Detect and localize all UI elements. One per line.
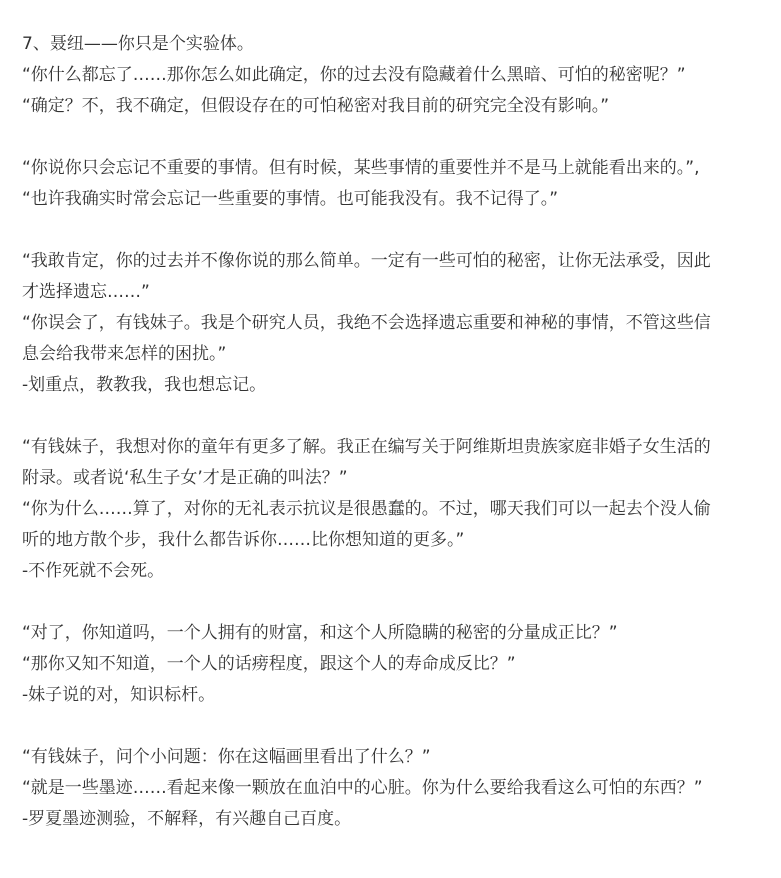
paragraph-gap: [22, 215, 762, 246]
paragraph-gap: [22, 587, 762, 618]
text-line: “你说你只会忘记不重要的事情。但有时候，某些事情的重要性并不是马上就能看出来的。”,: [22, 158, 700, 178]
paragraph-gap: [22, 711, 762, 742]
text-line: “有钱妹子，我想对你的童年有更多了解。我正在编写关于阿维斯坦贵族家庭非婚子女生活的: [22, 437, 711, 457]
text-line: “也许我确实时常会忘记一些重要的事情。也可能我没有。我不记得了。”: [22, 189, 559, 209]
text-line: “有钱妹子，问个小问题：你在这幅画里看出了什么？”: [22, 747, 431, 767]
section-heading: 7、聂纽——你只是个实验体。: [22, 34, 254, 54]
paragraph-gap: [22, 122, 762, 153]
paragraph-gap: [22, 401, 762, 432]
text-line: 息会给我带来怎样的困扰。”: [22, 344, 227, 364]
text-line: -不作死就不会死。: [22, 561, 165, 581]
text-line: -划重点，教教我，我也想忘记。: [22, 375, 267, 395]
text-line: 听的地方散个步，我什么都告诉你……比你想知道的更多。”: [22, 530, 465, 550]
text-line: “对了，你知道吗，一个人拥有的财富，和这个人所隐瞒的秘密的分量成正比？”: [22, 623, 618, 643]
text-line: 才选择遗忘……”: [22, 282, 150, 302]
text-line: -妹子说的对，知识标杆。: [22, 685, 216, 705]
text-line: “我敢肯定，你的过去并不像你说的那么简单。一定有一些可怕的秘密，让你无法承受，因此: [22, 251, 711, 271]
text-line: “确定？不，我不确定，但假设存在的可怕秘密对我目前的研究完全没有影响。”: [22, 96, 610, 116]
text-line: -罗夏墨迹测验，不解释，有兴趣自己百度。: [22, 809, 352, 829]
text-line: “你误会了，有钱妹子。我是个研究人员，我绝不会选择遗忘重要和神秘的事情，不管这些信: [22, 313, 711, 333]
text-line: “你什么都忘了……那你怎么如此确定，你的过去没有隐藏着什么黑暗、可怕的秘密呢？”: [22, 65, 686, 85]
text-line: 附录。或者说‘私生子女’才是正确的叫法？”: [22, 468, 348, 488]
text-line: “那你又知不知道，一个人的话痨程度，跟这个人的寿命成反比？”: [22, 654, 516, 674]
text-line: “你为什么……算了，对你的无礼表示抗议是很愚蠢的。不过，哪天我们可以一起去个没人偷: [22, 499, 711, 519]
text-line: “就是一些墨迹……看起来像一颗放在血泊中的心脏。你为什么要给我看这么可怕的东西？”: [22, 778, 703, 798]
